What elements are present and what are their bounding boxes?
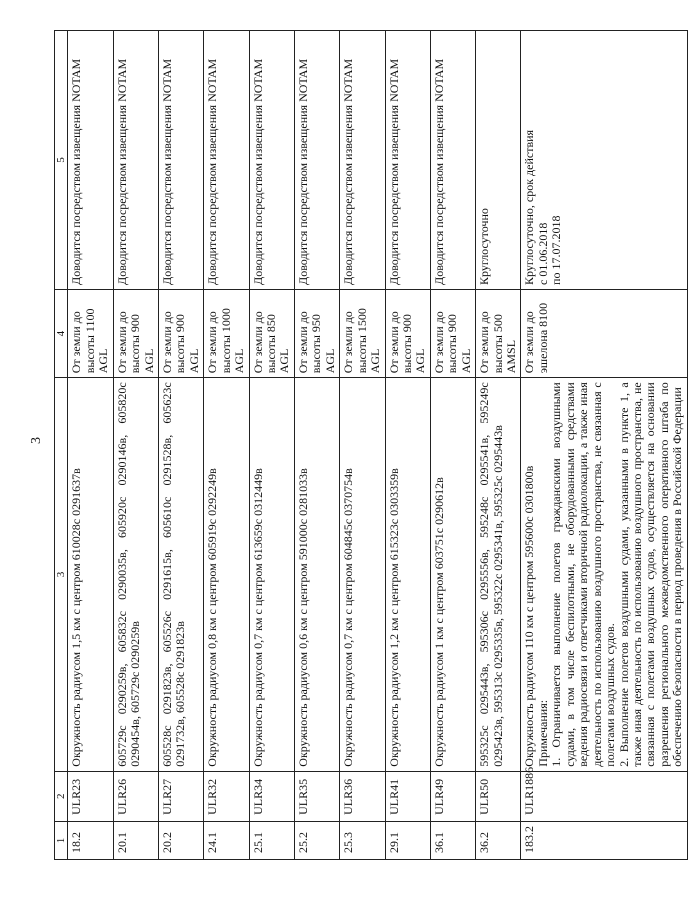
zone-boundary-with-notes (521, 378, 687, 771)
zone-boundary: Окружность радиусом 0,7 км с центром 604845с 0370754в (340, 378, 385, 771)
altitude-limits: От земли до высоты 950 AGL (294, 289, 339, 377)
zone-boundary: 605528с 0291823в, 605526с 0291615в, 605610с 0291528в, 605623с 0291732в, 605528с 0291823в (158, 378, 203, 771)
activation-note: Доводится посредством извещения NOTAM (158, 31, 203, 290)
zone-code: ULR36 (340, 771, 385, 821)
table-row (249, 31, 294, 860)
zone-boundary: Окружность радиусом 1,2 км с центром 615323с 0303359в (385, 378, 430, 771)
activation-note: Доводится посредством извещения NOTAM (294, 31, 339, 290)
activation-note-line: по 17.07.2018 (549, 215, 564, 285)
note-item: 2. Выполнение полетов воздушными судами, указанными в пункте 1, а также иная деятельность по использованию воздушного пространства, не связанная с полетами воздушных судов, осуществляется на основании разрешения регионального межведомственного оперативного штаба по обеспечению безопасности в период проведения в Российской Федерации (616, 382, 685, 767)
activation-note-line: Круглосуточно, срок действия (522, 129, 537, 285)
row-number: 25.2 (294, 821, 339, 859)
zone-code: ULR23 (68, 771, 113, 821)
row-number: 20.1 (113, 821, 158, 859)
row-number: 18.2 (68, 821, 113, 859)
row-number: 29.1 (385, 821, 430, 859)
row-number: 183.2 (521, 821, 687, 859)
row-number: 20.2 (158, 821, 203, 859)
zone-code: ULR1886 (521, 771, 687, 821)
table-row (385, 31, 430, 860)
table-row (158, 31, 203, 860)
zone-boundary: Окружность радиусом 110 км с центром 595600с 0301800в (522, 465, 537, 767)
altitude-limits: От земли до высоты 900 AGL (430, 289, 475, 377)
table-row (204, 31, 249, 860)
activation-note: Доводится посредством извещения NOTAM (340, 31, 385, 290)
header-cell: 2 (55, 771, 68, 821)
activation-note (521, 31, 687, 290)
zone-code: ULR35 (294, 771, 339, 821)
header-cell: 3 (55, 378, 68, 771)
note-item: 1. Ограничивается выполнение полетов гражданскими воздушными судами, в том числе беспилотными, не оборудованными средствами ведения радиосвязи и ответчиками вторичной радиолокации, а также иная деятельность по использованию воздушного пространства, не связанная с полетами воздушных судов. (549, 382, 618, 767)
altitude-limits: От земли до высоты 1500 AGL (340, 289, 385, 377)
altitude-limits: От земли до высоты 500 AMSL (476, 289, 521, 377)
table-header-row (55, 31, 68, 860)
restriction-table (54, 30, 688, 860)
activation-note: Доводится посредством извещения NOTAM (204, 31, 249, 290)
row-number: 36.2 (476, 821, 521, 859)
table-row (340, 31, 385, 860)
zone-code: ULR50 (476, 771, 521, 821)
zone-code: ULR26 (113, 771, 158, 821)
zone-code: ULR34 (249, 771, 294, 821)
header-cell: 5 (55, 31, 68, 290)
table-row (476, 31, 521, 860)
zone-code: ULR27 (158, 771, 203, 821)
header-cell: 4 (55, 289, 68, 377)
table-row (113, 31, 158, 860)
row-number: 36.1 (430, 821, 475, 859)
zone-boundary: Окружность радиусом 0,6 км с центром 591000с 0281033в (294, 378, 339, 771)
altitude-limits: От земли до высоты 900 AGL (113, 289, 158, 377)
altitude-limits: От земли до высоты 900 AGL (158, 289, 203, 377)
activation-note: Доводится посредством извещения NOTAM (68, 31, 113, 290)
altitude-limits: От земли до высоты 1000 AGL (204, 289, 249, 377)
activation-note: Доводится посредством извещения NOTAM (113, 31, 158, 290)
zone-boundary: 605729с 0290259в, 605832с 0290035в, 605920с 0290146в, 605820с 0290454в, 605729с 0290259в (113, 378, 158, 771)
header-cell: 1 (55, 821, 68, 859)
table-row (68, 31, 113, 860)
table-row (521, 31, 687, 860)
zone-code: ULR41 (385, 771, 430, 821)
row-number: 25.1 (249, 821, 294, 859)
table-row (294, 31, 339, 860)
activation-note: Доводится посредством извещения NOTAM (430, 31, 475, 290)
zone-code: ULR32 (204, 771, 249, 821)
table-body (68, 31, 687, 860)
activation-note-line: с 01.06.2018 (535, 222, 550, 285)
activation-note: Доводится посредством извещения NOTAM (249, 31, 294, 290)
page-number: 3 (29, 437, 44, 444)
activation-note: Доводится посредством извещения NOTAM (385, 31, 430, 290)
zone-boundary: Окружность радиусом 0,8 км с центром 605919с 0292249в (204, 378, 249, 771)
zone-boundary: Окружность радиусом 1,5 км с центром 610028с 0291637в (68, 378, 113, 771)
altitude-limits: От земли до высоты 850 AGL (249, 289, 294, 377)
altitude-limits: От земли до эшелона 8100 (521, 289, 687, 377)
altitude-limits: От земли до высоты 900 AGL (385, 289, 430, 377)
notes-heading: Примечания: (535, 699, 550, 767)
zone-boundary: 595325с 0295443в, 595306с 0295556в, 595248с 0295541в, 595249с 0295423в, 595313с 0295335в, 595322с 0295341в, 595325с 0295443в (476, 378, 521, 771)
zone-boundary: Окружность радиусом 1 км с центром 603751с 0290612в (430, 378, 475, 771)
row-number: 24.1 (204, 821, 249, 859)
zone-boundary: Окружность радиусом 0,7 км с центром 613659с 0312449в (249, 378, 294, 771)
activation-note: Круглосуточно (476, 31, 521, 290)
zone-code: ULR49 (430, 771, 475, 821)
row-number: 25.3 (340, 821, 385, 859)
altitude-limits: От земли до высоты 1100 AGL (68, 289, 113, 377)
table-row (430, 31, 475, 860)
